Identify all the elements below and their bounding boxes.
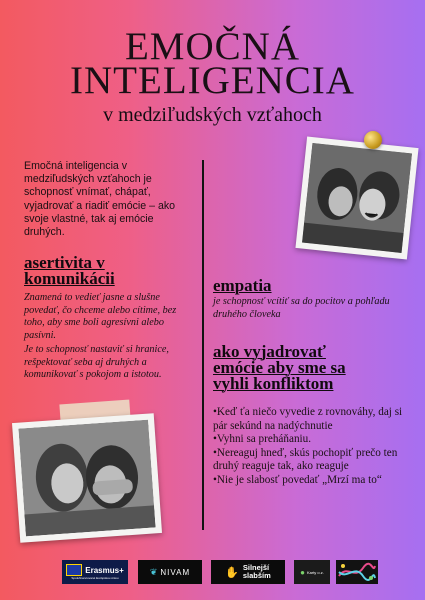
title-line-1: EMOČNÁ xyxy=(124,25,300,68)
ribbon-logo xyxy=(336,560,378,584)
asertivita-text-1: Znamená to vedieť jasne a slušne povedať, čo chceme alebo cítime, bez toho, aby sme boli agresívni alebo pasívni. xyxy=(24,292,177,342)
konflikt-heading-line-1: ako vyjadrovať xyxy=(213,342,326,361)
oz-logo-label: Karty o.z. xyxy=(306,569,324,575)
konflikt-heading-line-2: emócie aby sme sa xyxy=(213,358,346,377)
couple-photo xyxy=(295,136,418,259)
silnejsi-logo xyxy=(211,560,285,584)
konflikt-list xyxy=(213,406,403,487)
erasmus-logo xyxy=(62,560,128,584)
empatia-text: je schopnosť vcítiť sa do pocitov a pohľadu druhého človeka xyxy=(213,296,390,320)
ribbon-icon xyxy=(337,562,377,582)
silnejsi-line-1: Silnejší xyxy=(242,563,270,572)
asertivita-heading xyxy=(24,255,194,287)
erasmus-label: Erasmus+ xyxy=(85,565,124,575)
title-line-2: INTELIGENCIA xyxy=(70,59,355,102)
oz-logo xyxy=(294,560,330,584)
page-title xyxy=(0,25,425,102)
nivam-icon: ❦ xyxy=(149,566,158,577)
konflikt-heading xyxy=(213,344,413,392)
silnejsi-text xyxy=(243,564,271,580)
asertivita-heading-line-1: asertivita v xyxy=(24,253,105,272)
empatia-heading: empatia xyxy=(213,276,272,295)
silnejsi-line-2: slabším xyxy=(242,571,271,580)
intro-paragraph: Emočná inteligencia v medziľudských vzťahoch je schopnosť vnímať, chápať, vyjadrovať a riadiť emócie – ako svoje vlastné, tak aj emócie druhých. xyxy=(24,160,176,239)
pushpin-icon xyxy=(364,131,382,149)
asertivita-text-2: Je to schopnosť nastaviť si hranice, rešpektovať seba aj druhých a komunikovať s pokojom a istotou. xyxy=(24,344,169,381)
hands-icon: ✋ xyxy=(225,566,239,579)
children-photo xyxy=(12,413,162,543)
oz-logo-icon: ● xyxy=(300,567,305,577)
list-item: •Nereaguj hneď, skús pochopiť prečo ten druhý reaguje tak, ako reaguje xyxy=(213,446,398,472)
nivam-logo xyxy=(138,560,202,584)
konflikt-heading-line-3: vyhli konfliktom xyxy=(213,374,334,393)
erasmus-sub-label: Spolufinancované Európskou úniou xyxy=(71,576,119,580)
list-item: •Keď ťa niečo vyvedie z rovnováhy, daj si pár sekúnd na nadýchnutie xyxy=(213,406,403,432)
page-subtitle: v medziľudských vzťahoch xyxy=(103,104,322,126)
partner-logos xyxy=(0,560,425,590)
asertivita-heading-line-2: komunikácii xyxy=(24,269,115,288)
list-item: •Nie je slabosť povedať „Mrzí ma to“ xyxy=(213,473,382,486)
nivam-label: NIVAM xyxy=(160,567,191,577)
column-divider xyxy=(202,160,204,530)
list-item: •Vyhni sa preháňaniu. xyxy=(213,433,312,445)
eu-flag-icon xyxy=(66,564,82,576)
